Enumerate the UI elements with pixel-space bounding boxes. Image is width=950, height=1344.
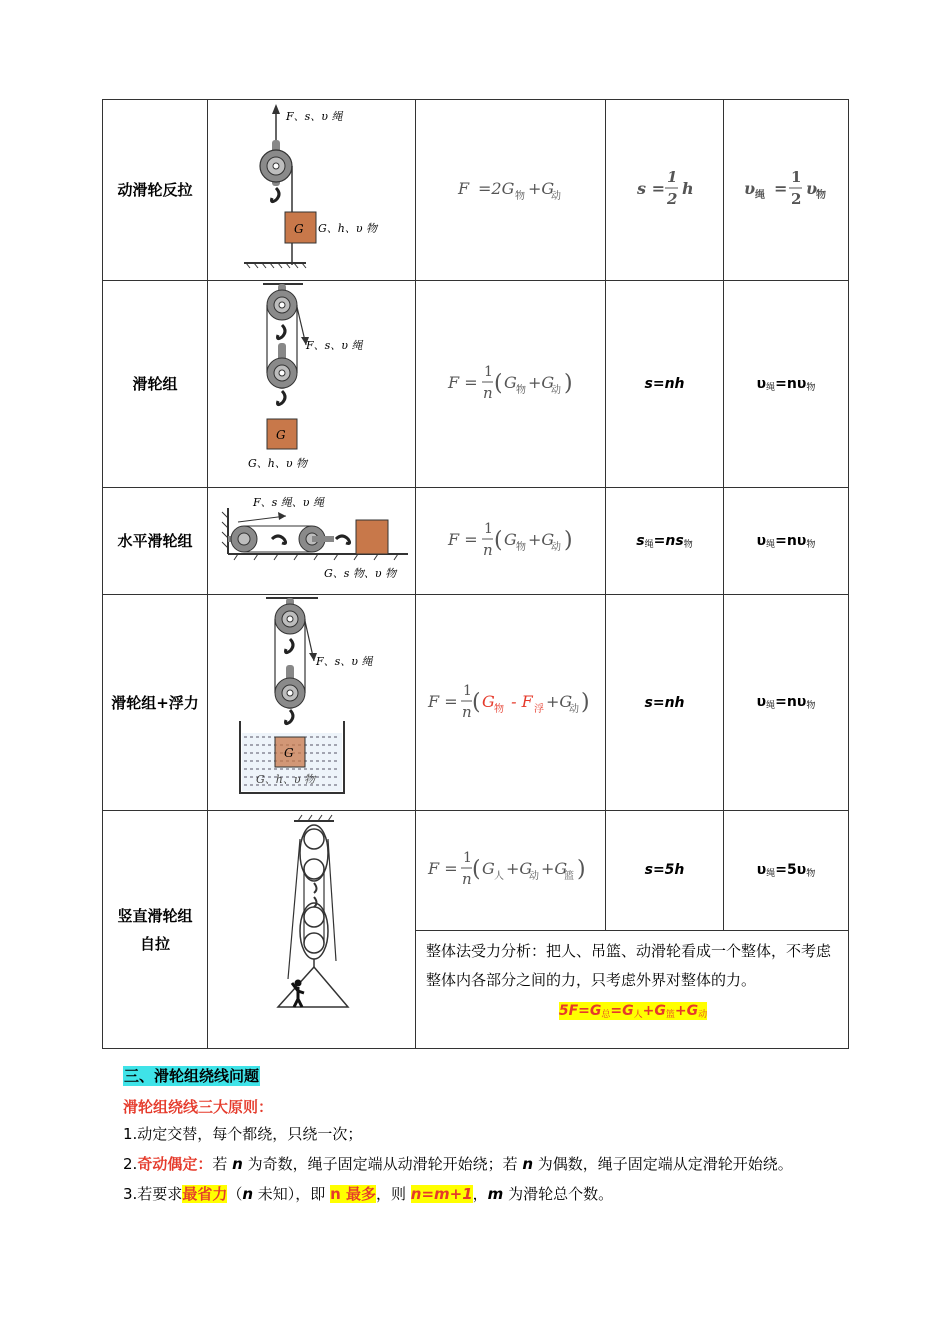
table-row	[103, 281, 849, 488]
label-bottom: G、h、υ 物	[248, 457, 308, 470]
velocity-relation: $\upsilon_绳=n\upsilon_物$	[724, 281, 849, 488]
rule-3: 3.若要求最省力（n 未知），即 n 最多，则 n=m+1，m 为滑轮总个数。	[123, 1185, 614, 1203]
svg-text:υ: υ	[806, 179, 818, 198]
svg-text:1: 1	[791, 168, 802, 186]
svg-text:绳: 绳	[755, 190, 765, 201]
velocity-relation: $\upsilon_绳=n\upsilon_物$	[724, 488, 849, 595]
distance-relation: s=5h	[606, 811, 724, 931]
label-arrow: F、s、υ 绳	[306, 339, 363, 352]
svg-text:n: n	[462, 870, 472, 889]
svg-text:(: (	[472, 857, 481, 883]
force-formula	[416, 843, 605, 893]
diagram-cell	[208, 811, 416, 1049]
svg-text:+G: +G	[528, 373, 555, 392]
svg-text:υ: υ	[744, 179, 756, 198]
pulley-formula-table	[102, 99, 849, 1049]
svg-text:F =: F =	[428, 691, 458, 711]
force-formula	[416, 676, 605, 726]
distance-relation: s=nh	[606, 595, 724, 811]
svg-text:(: (	[494, 528, 503, 553]
svg-text:=: =	[774, 179, 788, 198]
svg-text:): )	[577, 857, 586, 883]
block-label: G	[294, 222, 304, 236]
svg-text:2: 2	[791, 190, 802, 208]
diagram-cell	[208, 488, 416, 595]
pulley-buoyancy-diagram	[208, 595, 415, 806]
force-formula-cell	[416, 100, 606, 281]
distance-relation: $s_绳=ns_物$	[606, 488, 724, 595]
pulley-block-diagram	[208, 281, 415, 483]
svg-text:人: 人	[494, 871, 504, 883]
svg-text:+G: +G	[546, 691, 573, 711]
svg-text:n: n	[483, 384, 493, 402]
horizontal-pulley-diagram	[208, 488, 415, 590]
table-row	[103, 100, 849, 281]
svg-text:- F: - F	[506, 691, 533, 711]
rule-2: 2.奇动偶定：若 n 为奇数，绳子固定端从动滑轮开始绕；若 n 为偶数，绳子固定端从定滑轮开始绕。	[123, 1155, 793, 1173]
svg-text:动: 动	[529, 871, 539, 883]
table-row	[103, 488, 849, 595]
svg-text:n: n	[462, 702, 472, 721]
force-formula-cell	[416, 595, 606, 811]
svg-text:+G: +G	[541, 859, 568, 879]
svg-text:+G: +G	[528, 179, 555, 198]
svg-text:G: G	[482, 691, 495, 711]
label-top: F、s 绳、υ 绳	[253, 496, 324, 509]
label-inwater: G、h、υ 物	[256, 773, 316, 786]
svg-text:浮: 浮	[534, 703, 544, 715]
row-name: 水平滑轮组	[103, 488, 208, 595]
svg-text:动: 动	[551, 385, 561, 396]
svg-text:1: 1	[463, 682, 472, 699]
self-lifting-pulley-diagram	[208, 811, 415, 1044]
row-name: 滑轮组+浮力	[103, 595, 208, 811]
force-formula-cell	[416, 281, 606, 488]
svg-text:F =: F =	[448, 373, 478, 392]
distance-relation: s=nh	[606, 281, 724, 488]
svg-text:): )	[581, 689, 590, 715]
svg-text:篮: 篮	[564, 871, 574, 883]
svg-text:1: 1	[484, 521, 493, 537]
svg-text:物: 物	[494, 703, 504, 715]
svg-text:F: F	[458, 179, 470, 198]
diagram-cell	[208, 281, 416, 488]
svg-text:s =: s =	[637, 179, 665, 198]
svg-text:物: 物	[816, 190, 826, 201]
svg-text:2: 2	[667, 190, 678, 208]
rule-1: 1.动定交替，每个都绕，只绕一次；	[123, 1125, 363, 1143]
movable-pulley-reverse-diagram	[208, 100, 415, 276]
analysis-text: 整体法受力分析：把人、吊篮、动滑轮看成一个整体，不考虑整体内各部分之间的力，只考虑外界对整体的力。	[426, 941, 832, 989]
svg-text:动: 动	[551, 191, 561, 202]
whole-body-equation: $5F=G_总=G_人+G_篮+G_动$	[558, 1002, 708, 1020]
force-formula	[416, 514, 605, 564]
svg-text:G: G	[482, 859, 495, 879]
velocity-relation: $\upsilon_绳=n\upsilon_物$	[724, 595, 849, 811]
svg-text:1: 1	[463, 850, 472, 867]
svg-text:n: n	[483, 541, 493, 559]
svg-text:+G: +G	[528, 530, 555, 549]
svg-text:1: 1	[484, 364, 493, 380]
distance-relation	[606, 158, 723, 218]
table-row	[103, 595, 849, 811]
svg-text:动: 动	[569, 703, 579, 715]
svg-text:): )	[564, 371, 573, 396]
distance-relation-cell	[606, 100, 724, 281]
svg-text:G: G	[504, 530, 517, 549]
force-formula-cell	[416, 488, 606, 595]
force-formula	[416, 357, 605, 407]
whole-body-analysis-cell	[416, 930, 849, 1049]
svg-text:1: 1	[667, 168, 678, 186]
velocity-relation	[724, 158, 848, 218]
force-formula	[416, 168, 605, 208]
label-arrow: F、s、υ 绳	[316, 655, 373, 668]
label-top: F、s、υ 绳	[286, 110, 343, 123]
principles-title: 滑轮组绕线三大原则：	[123, 1098, 274, 1116]
svg-text:F =: F =	[448, 530, 478, 549]
block-label: G	[284, 746, 294, 760]
svg-text:=2G: =2G	[478, 179, 515, 198]
diagram-cell	[208, 100, 416, 281]
block-label: G	[276, 428, 286, 442]
svg-text:物: 物	[515, 191, 525, 202]
svg-text:G: G	[504, 373, 517, 392]
row-name: 滑轮组	[103, 281, 208, 488]
svg-text:物: 物	[516, 542, 526, 553]
force-formula-cell	[416, 811, 606, 931]
label-bottom: G、s 物、υ 物	[324, 567, 397, 580]
row-name: 竖直滑轮组自拉	[103, 811, 208, 1049]
svg-text:(: (	[494, 371, 503, 396]
svg-text:): )	[564, 528, 573, 553]
table-row	[103, 811, 849, 931]
svg-text:+G: +G	[506, 859, 533, 879]
svg-text:动: 动	[551, 542, 561, 553]
svg-text:(: (	[472, 689, 481, 715]
row-name: 动滑轮反拉	[103, 100, 208, 281]
label-side: G、h、υ 物	[318, 222, 378, 235]
svg-text:物: 物	[516, 385, 526, 396]
diagram-cell	[208, 595, 416, 811]
svg-text:h: h	[682, 179, 694, 198]
section-title: 三、滑轮组绕线问题	[124, 1067, 260, 1085]
velocity-relation: $\upsilon_绳=5\upsilon_物$	[724, 811, 849, 931]
svg-text:F =: F =	[428, 859, 458, 879]
velocity-relation-cell	[724, 100, 849, 281]
